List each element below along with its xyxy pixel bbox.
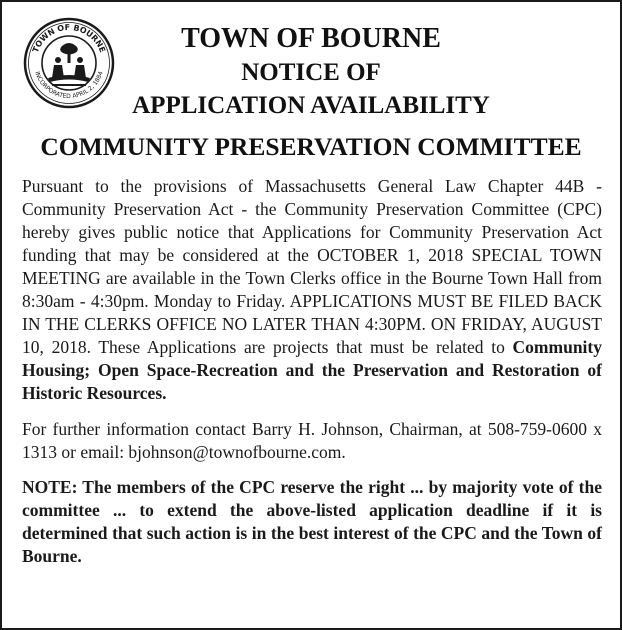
main-paragraph [22, 175, 602, 405]
committee-heading: COMMUNITY PRESERVATION COMMITTEE [40, 132, 582, 161]
town-title: TOWN OF BOURNE [181, 23, 441, 54]
notice-header [2, 22, 620, 122]
main-paragraph-text: Pursuant to the provisions of Massachusetts General Law Chapter 44B - Community Preservation Act - the Community Preservation Committee (CPC) hereby gives public notice that Applications for Community Preservation Act funding that may be considered at the OCTOBER 1, 2018 SPECIAL TOWN MEETING are available in the Town Clerks office in the Bourne Town Hall from 8:30am - 4:30pm. Monday to Friday. APPLICATIONS MUST BE FILED BACK IN THE CLERKS OFFICE NO LATER THAN 4:30PM. ON FRIDAY, AUGUST 10, 2018. These Applications are projects that must be related to [22, 176, 602, 357]
contact-paragraph: For further information contact Barry H. Johnson, Chairman, at 508-759-0600 x 1313 or email: bjohnson@townofbourne.com. [22, 419, 602, 462]
svg-text:TOWN OF BOURNE: TOWN OF BOURNE [30, 22, 108, 54]
application-availability-heading: APPLICATION AVAILABILITY [132, 92, 490, 119]
main-paragraph-bold-text: Community Housing; Open Space-Recreation and the Preservation and Restoration of Historic Resources. [22, 337, 602, 403]
notice-of-heading: NOTICE OF [241, 59, 381, 86]
notice-body [22, 175, 602, 568]
svg-text:INCORPORATED APRIL 2, 1884: INCORPORATED APRIL 2, 1884 [33, 70, 105, 101]
note-paragraph: NOTE: The members of the CPC reserve the right ... by majority vote of the committee ... to extend the above-listed application deadline if it is determined that such action is in the best interest of the CPC and the Town of Bourne. [22, 477, 602, 566]
